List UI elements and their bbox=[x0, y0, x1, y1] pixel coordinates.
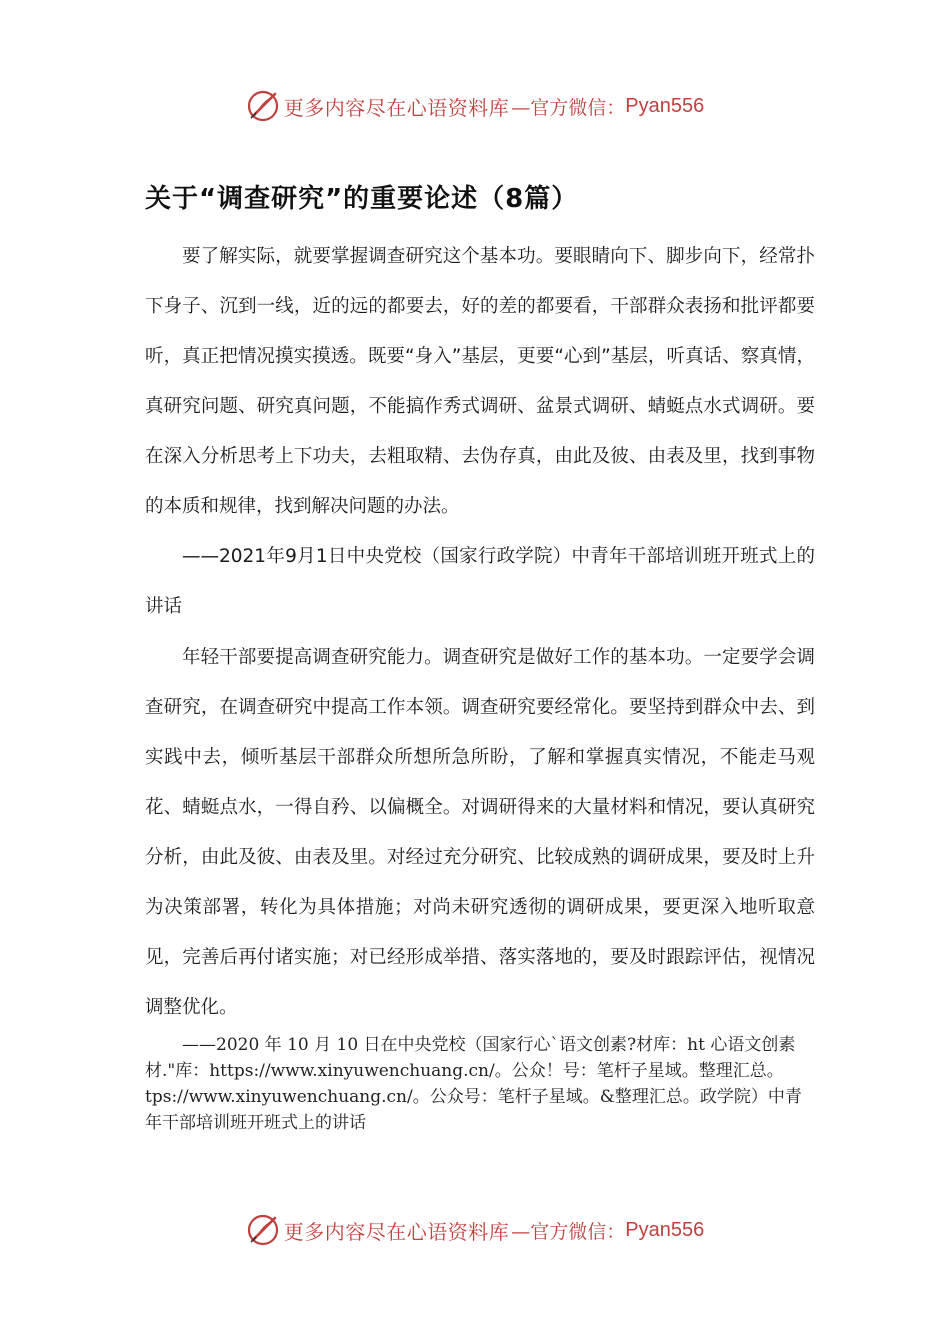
promo-text: 更多内容尽在心语资料库 bbox=[283, 95, 510, 120]
promo-text: 更多内容尽在心语资料库 bbox=[283, 1219, 510, 1244]
wechat-id: Pyan556 bbox=[625, 1218, 705, 1241]
footer-banner bbox=[0, 1210, 950, 1250]
wechat-label: —官方微信： bbox=[511, 96, 626, 119]
wechat-label: —官方微信： bbox=[511, 1220, 626, 1243]
quill-logo-icon bbox=[246, 1213, 280, 1247]
wechat-id: Pyan556 bbox=[625, 94, 705, 117]
document-title: 关于“调查研究”的重要论述（8篇） bbox=[145, 184, 579, 214]
source-attribution: ——2021年9月1日中央党校（国家行政学院）中青年干部培训班开班式上的讲话 bbox=[145, 546, 815, 617]
source-caption: ——2020 年 10 月 10 日在中央党校（国家行心`语文创素?材库：ht 心语文创素材."库：https://www.xinyuwenchuang.cn/。公众！号：笔杆子星域。整理汇总。tps://www.xinyuwenchuang.cn/。公众号：笔杆子星域。&整理汇总。政学院）中青年干部培训班开班式上的讲话 bbox=[145, 1035, 802, 1133]
header-banner bbox=[0, 86, 950, 126]
body-paragraph: 要了解实际，就要掌握调查研究这个基本功。要眼睛向下、脚步向下，经常扑下身子、沉到一线，近的远的都要去，好的差的都要看，干部群众表扬和批评都要听，真正把情况摸实摸透。既要“身入”基层，更要“心到”基层，听真话、察真情，真研究问题、研究真问题，不能搞作秀式调研、盆景式调研、蜻蜓点水式调研。要在深入分析思考上下功夫，去粗取精、去伪存真，由此及彼、由表及里，找到事物的本质和规律，找到解决问题的办法。 bbox=[145, 246, 815, 517]
quill-logo-icon bbox=[246, 89, 280, 123]
body-paragraph: 年轻干部要提高调查研究能力。调查研究是做好工作的基本功。一定要学会调查研究，在调查研究中提高工作本领。调查研究要经常化。要坚持到群众中去、到实践中去，倾听基层干部群众所想所急所盼，了解和掌握真实情况，不能走马观花、蜻蜓点水，一得自矜、以偏概全。对调研得来的大量材料和情况，要认真研究分析，由此及彼、由表及里。对经过充分研究、比较成熟的调研成果，要及时上升为决策部署，转化为具体措施；对尚未研究透彻的调研成果，要更深入地听取意见，完善后再付诸实施；对已经形成举措、落实落地的，要及时跟踪评估，视情况调整优化。 bbox=[145, 647, 815, 1018]
